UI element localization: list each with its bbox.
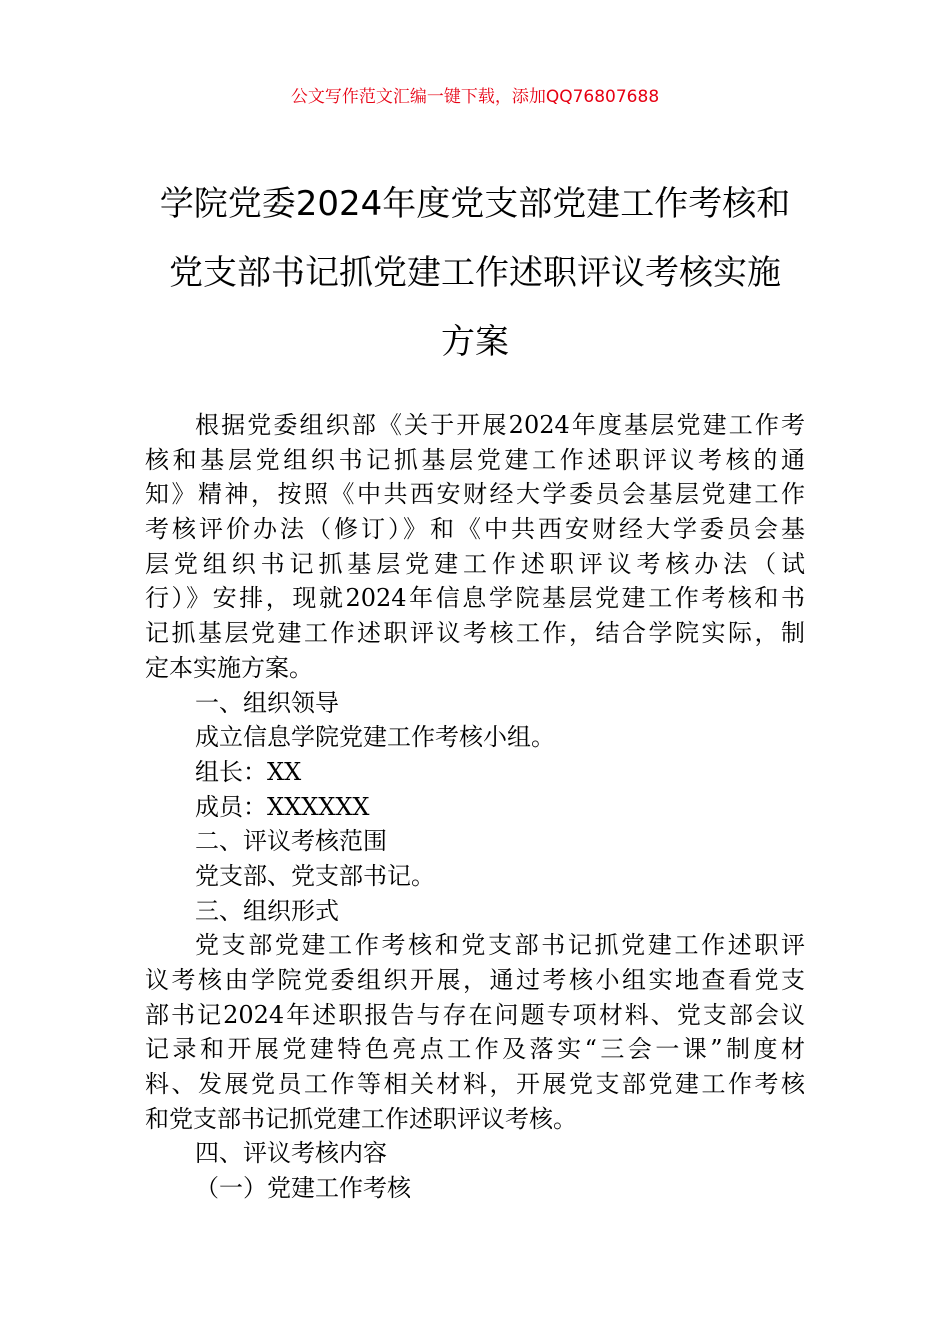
paragraph — [145, 1136, 805, 1171]
text-line: 三、组织形式 — [195, 896, 339, 925]
paragraph — [145, 720, 805, 755]
text-line: 根据党委组织部《关于开展2024年度基层党建工作考 — [195, 411, 805, 439]
paragraph — [145, 686, 805, 721]
paragraph — [145, 894, 805, 929]
title-line: 方案 — [441, 322, 509, 362]
text-line: 料、发展党员工作等相关材料，开展党支部党建工作考核 — [145, 1070, 805, 1099]
text-line: 记抓基层党建工作述职评议考核工作，结合学院实际，制 — [145, 619, 805, 648]
text-line: 一、组织领导 — [195, 688, 339, 717]
paragraph — [145, 859, 805, 894]
text-line: 成员：XXXXXX — [195, 792, 370, 821]
document-title — [120, 170, 830, 377]
text-line: 核和基层党组织书记抓基层党建工作述职评议考核的通 — [145, 445, 805, 474]
watermark-header: 公文写作范文汇编一键下载，添加QQ76807688 — [290, 87, 660, 107]
text-line: 党支部党建工作考核和党支部书记抓党建工作述职评 — [195, 931, 805, 960]
text-line: 四、评议考核内容 — [195, 1139, 387, 1168]
text-line: 定本实施方案。 — [145, 653, 313, 682]
text-line: 部书记2024年述职报告与存在问题专项材料、党支部会议 — [145, 1000, 805, 1029]
text-line: 成立信息学院党建工作考核小组。 — [195, 723, 555, 752]
paragraph — [145, 408, 805, 686]
title-line: 党支部书记抓党建工作述职评议考核实施 — [169, 253, 781, 293]
paragraph — [145, 1171, 805, 1206]
text-line: 和党支部书记抓党建工作述职评议考核。 — [145, 1104, 577, 1133]
text-line: （一）党建工作考核 — [195, 1174, 411, 1203]
text-line: 层党组织书记抓基层党建工作述职评议考核办法（试 — [145, 549, 805, 578]
paragraph — [145, 790, 805, 825]
document-body — [145, 408, 805, 1206]
text-line: 党支部、党支部书记。 — [195, 861, 435, 890]
text-line: 考核评价办法（修订）》和《中共西安财经大学委员会基 — [145, 515, 805, 544]
text-line: 议考核由学院党委组织开展，通过考核小组实地查看党支 — [145, 966, 805, 994]
text-line: 行）》安排，现就2024年信息学院基层党建工作考核和书 — [145, 584, 805, 613]
text-line: 知》精神，按照《中共西安财经大学委员会基层党建工作 — [145, 480, 805, 509]
text-line: 记录和开展党建特色亮点工作及落实“三会一课”制度材 — [145, 1035, 805, 1064]
paragraph — [145, 824, 805, 859]
paragraph — [145, 928, 805, 1136]
text-line: 二、评议考核范围 — [195, 827, 387, 856]
text-line: 组长：XX — [195, 757, 302, 786]
paragraph — [145, 755, 805, 790]
title-line: 学院党委2024年度党支部党建工作考核和 — [159, 184, 791, 224]
